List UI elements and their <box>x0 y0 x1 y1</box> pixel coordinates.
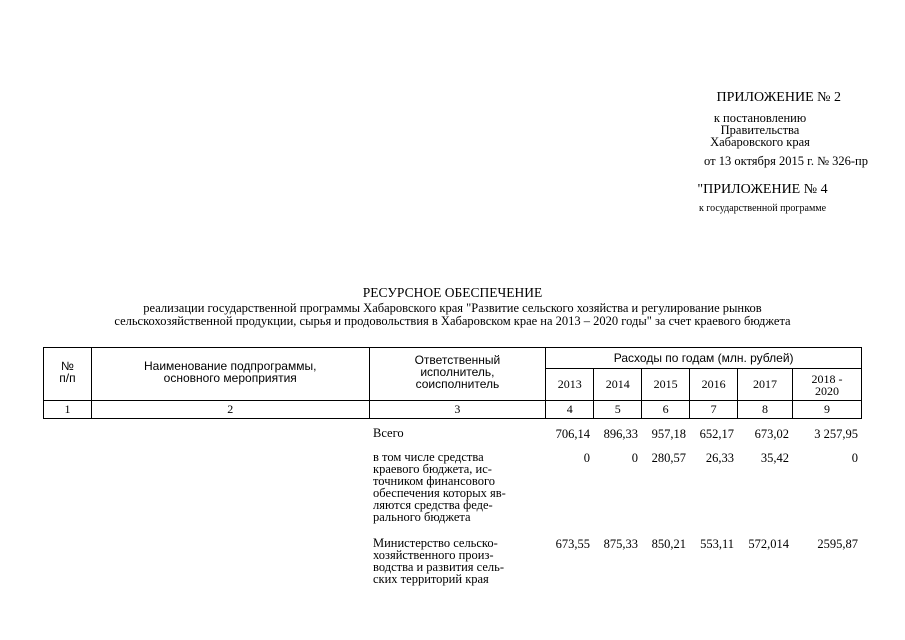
year-2015: 2015 <box>642 369 690 401</box>
row-value: 3 257,95 <box>814 427 858 441</box>
row-value: 957,18 <box>651 427 686 441</box>
year-2013: 2013 <box>546 369 594 401</box>
col-no-l2: п/п <box>59 371 76 385</box>
date-number: от 13 октября 2015 г. № 326-пр <box>704 154 868 168</box>
resource-table-header <box>43 347 862 419</box>
resolution-ref <box>680 112 840 148</box>
row-value: 0 <box>851 451 858 465</box>
region: Хабаровского края <box>710 135 810 149</box>
col-number-9: 9 <box>793 401 862 419</box>
col-name-l1: Наименование подпрограммы, <box>143 359 317 373</box>
year-2016: 2016 <box>690 369 738 401</box>
doc-subtitle <box>0 302 905 328</box>
row-value: 553,11 <box>700 537 734 551</box>
col-number-2: 2 <box>91 401 369 419</box>
row-value: 896,33 <box>603 427 638 441</box>
col-no-l1: № <box>61 359 74 373</box>
col-exec-l2: исполнитель, <box>420 365 495 379</box>
row-value: 572,014 <box>748 537 789 551</box>
col-number-1: 1 <box>44 401 92 419</box>
row-value: 706,14 <box>555 427 590 441</box>
resource-table-body <box>43 425 862 595</box>
row-value: 875,33 <box>603 537 638 551</box>
government: Правительства <box>720 123 800 137</box>
table-row <box>43 425 862 449</box>
table-row <box>43 449 862 535</box>
row-executor: в том числе средства краевого бюджета, ис- точником финансового обеспечения которых яв- ляются средства феде- рального бюджета <box>373 450 506 524</box>
table-row <box>43 535 862 595</box>
row-value: 0 <box>631 451 638 465</box>
col-number-5: 5 <box>594 401 642 419</box>
col-exec-l3: соисполнитель <box>415 377 500 391</box>
year-2017: 2017 <box>738 369 793 401</box>
col-name-l2: основного мероприятия <box>163 371 297 385</box>
row-value: 26,33 <box>705 451 734 465</box>
row-value: 652,17 <box>699 427 734 441</box>
year-2014: 2014 <box>594 369 642 401</box>
col-number-4: 4 <box>546 401 594 419</box>
col-number-7: 7 <box>690 401 738 419</box>
subtitle-line-2: сельскохозяйственной продукции, сырья и продовольствия в Хабаровском крае на 2013 – 2020 годы" за счет краевого бюджета <box>114 314 791 328</box>
row-value: 280,57 <box>651 451 686 465</box>
appendix-title: ПРИЛОЖЕНИЕ № 2 <box>716 90 841 105</box>
row-executor: Всего <box>373 426 404 440</box>
col-expenses-header: Расходы по годам (млн. рублей) <box>546 348 862 369</box>
col-exec-l1: Ответственный <box>414 353 501 367</box>
col-number-3: 3 <box>369 401 546 419</box>
doc-title: РЕСУРСНОЕ ОБЕСПЕЧЕНИЕ <box>362 285 543 300</box>
row-value: 0 <box>583 451 590 465</box>
row-value: 673,02 <box>754 427 789 441</box>
row-value: 850,21 <box>651 537 686 551</box>
row-value: 35,42 <box>760 451 789 465</box>
col-exec-header <box>369 348 546 401</box>
to-program: к государственной программе <box>698 203 827 214</box>
year-2018-2020: 2018 - 2020 <box>793 369 862 401</box>
subtitle-line-1: реализации государственной программы Хабаровского края "Развитие сельского хозяйства и регулирование рынков <box>143 301 762 315</box>
col-number-6: 6 <box>642 401 690 419</box>
row-value: 2595,87 <box>817 537 858 551</box>
col-number-8: 8 <box>738 401 793 419</box>
to-resolution: к постановлению <box>713 111 807 125</box>
appendix4-title: "ПРИЛОЖЕНИЕ № 4 <box>697 182 828 197</box>
row-executor: Министерство сельско- хозяйственного произ- водства и развития сель- ских территорий края <box>373 536 505 586</box>
col-name-header <box>91 348 369 401</box>
col-no-header <box>44 348 92 401</box>
row-value: 673,55 <box>555 537 590 551</box>
